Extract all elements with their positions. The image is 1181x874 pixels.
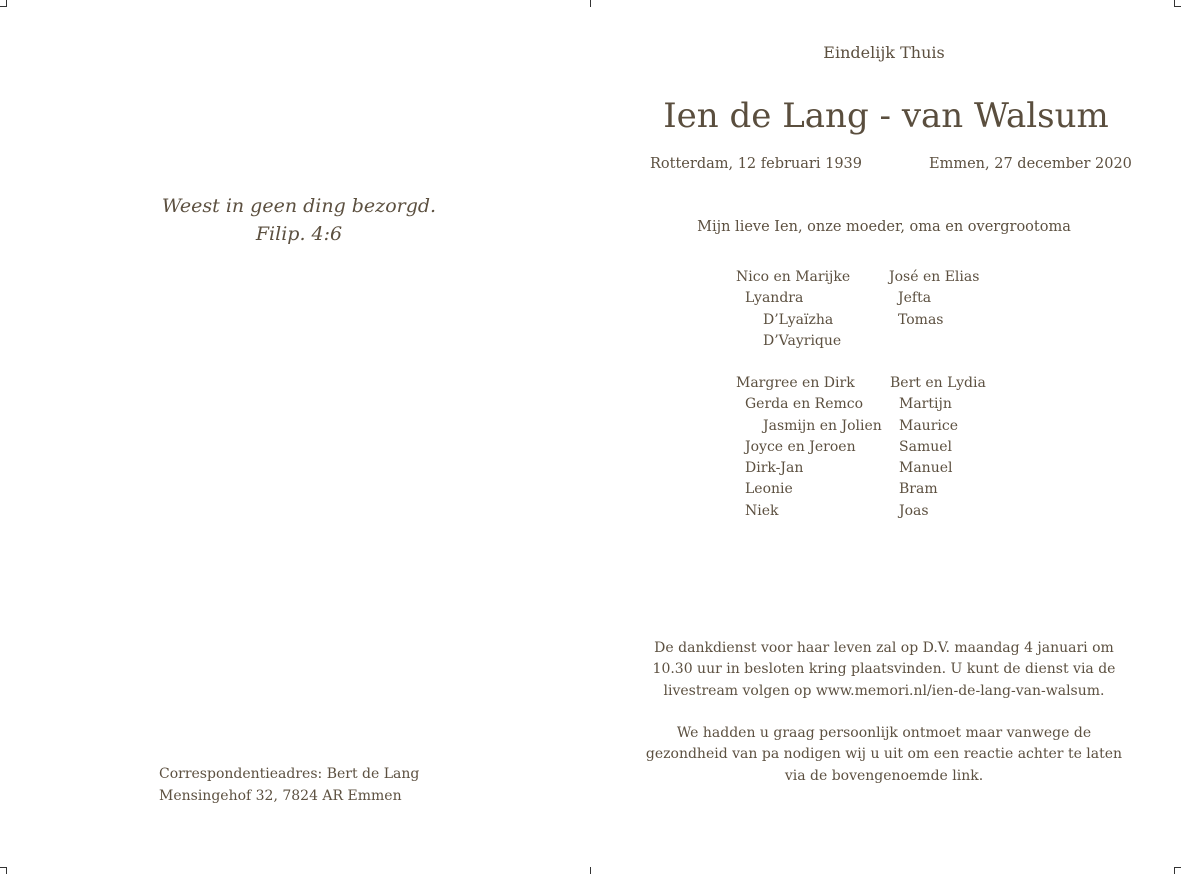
family-column bbox=[890, 373, 986, 522]
family-member: Jasmijn en Jolien bbox=[763, 417, 882, 434]
intro-text: Mijn lieve Ien, onze moeder, oma en overgrootoma bbox=[697, 219, 1071, 235]
family-member: D’Vayrique bbox=[763, 332, 842, 349]
family-member: Manuel bbox=[899, 460, 953, 477]
family-member: Dirk-Jan bbox=[745, 460, 804, 477]
family-member: Jefta bbox=[898, 290, 932, 307]
family-member: Margree en Dirk bbox=[736, 375, 855, 391]
verse-reference: Filip. 4:6 bbox=[255, 223, 343, 245]
family-column bbox=[736, 373, 882, 522]
family-member: Tomas bbox=[898, 311, 944, 328]
address-line: Correspondentieadres: Bert de Lang bbox=[159, 766, 420, 782]
bible-verse bbox=[99, 192, 499, 248]
crop-mark bbox=[6, 0, 7, 7]
heading: Eindelijk Thuis bbox=[823, 43, 945, 62]
family-member: Martijn bbox=[899, 396, 952, 413]
closing-note: We hadden u graag persoonlijk ontmoet maar vanwege de gezondheid van pa nodigen wij u uit om een reactie achter te laten via de bovengenoemde link. bbox=[645, 725, 1123, 784]
correspondence-address bbox=[159, 764, 419, 807]
family-member: Joas bbox=[899, 502, 929, 519]
crop-mark bbox=[590, 867, 591, 874]
death-info: Emmen, 27 december 2020 bbox=[929, 156, 1132, 172]
family-member: Nico en Marijke bbox=[736, 269, 851, 285]
crop-mark bbox=[1174, 867, 1181, 868]
service-announcement: De dankdienst voor haar leven zal op D.V. maandag 4 januari om 10.30 uur in besloten kring plaatsvinden. U kunt de dienst via de livestream volgen op www.memori.nl/ien-de-lang-van-walsum. bbox=[652, 640, 1116, 699]
family-member: D’Lyaïzha bbox=[763, 311, 834, 328]
verse-text: Weest in geen ding bezorgd. bbox=[161, 195, 437, 217]
birth-info: Rotterdam, 12 februari 1939 bbox=[650, 156, 862, 172]
family-member: Bram bbox=[899, 481, 938, 498]
crop-mark bbox=[1174, 0, 1175, 7]
family-member: Joyce en Jeroen bbox=[745, 438, 856, 455]
crop-mark bbox=[1174, 867, 1175, 874]
family-member: Gerda en Remco bbox=[745, 396, 864, 413]
crop-mark bbox=[6, 867, 7, 874]
family-member: Lyandra bbox=[745, 290, 804, 307]
family-member: Leonie bbox=[745, 481, 793, 498]
family-member: Samuel bbox=[899, 438, 952, 455]
family-member: Bert en Lydia bbox=[890, 375, 986, 391]
family-column bbox=[889, 267, 979, 331]
family-member: Maurice bbox=[899, 417, 958, 434]
crop-mark bbox=[1174, 6, 1181, 7]
family-member: José en Elias bbox=[889, 269, 980, 285]
deceased-name: Ien de Lang - van Walsum bbox=[663, 96, 1109, 136]
family-member: Niek bbox=[745, 502, 779, 519]
address-line: Mensingehof 32, 7824 AR Emmen bbox=[159, 787, 402, 804]
family-column bbox=[736, 267, 850, 352]
crop-mark bbox=[590, 0, 591, 7]
